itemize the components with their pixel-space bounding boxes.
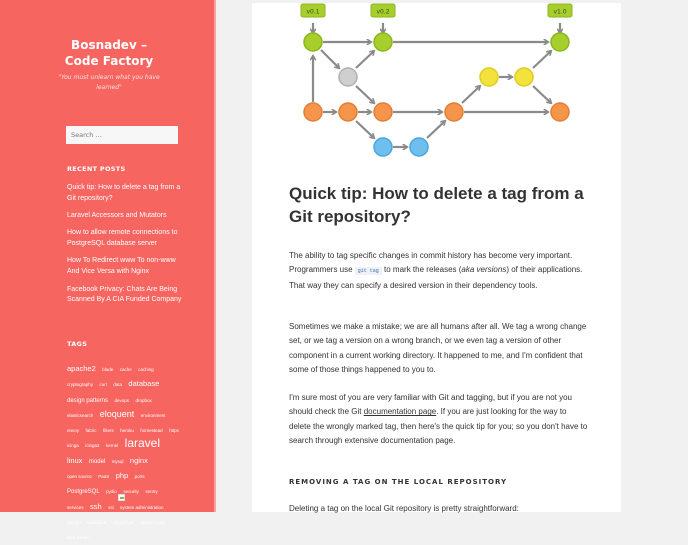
recent-post-item[interactable]	[67, 256, 185, 278]
post-paragraph-1: The ability to tag specific changes in commit history has become very important. Programmers use git tag to mark the releases (aka versions) of their applications. That way they can specify a desired version in their dependency tools.	[289, 251, 583, 290]
tag-link[interactable]: icinga	[67, 443, 79, 449]
recent-post-item[interactable]	[67, 285, 185, 307]
site-title[interactable]: Bosnadev – Code Factory	[64, 38, 154, 68]
tag-link[interactable]: nginx	[129, 455, 148, 465]
recent-post-link[interactable]: Laravel Accessors and Mutators	[67, 212, 167, 220]
tag-link[interactable]: icinga2	[85, 443, 100, 449]
site-branding	[56, 37, 162, 93]
broken-image-icon	[118, 494, 125, 501]
git-branch-diagram	[252, 3, 621, 173]
tag-link[interactable]: model	[88, 458, 106, 465]
tag-link[interactable]: ssl	[108, 504, 114, 510]
tag-cloud	[67, 361, 181, 545]
documentation-link[interactable]: documentation page	[363, 407, 437, 417]
tag-link[interactable]: data	[113, 382, 122, 388]
recent-post-item[interactable]	[67, 211, 185, 222]
tag-link[interactable]: system administration	[120, 504, 164, 510]
tag-link[interactable]: PaaS	[98, 474, 110, 480]
tag-link[interactable]: virtual hosts	[140, 519, 165, 525]
tag-link[interactable]: caching	[138, 367, 154, 372]
tag-link[interactable]: PostgreSQL	[67, 489, 100, 496]
tag-link[interactable]: php	[115, 471, 129, 481]
post-paragraph-3: I'm sure most of you are very familiar with Git and tagging, but if you are not you should check the Git documentation page. If you are just looking for the way to delete the wrongly marked tag, then here's the quick tip for you; so you don't have to search through extensive documentation page.	[289, 393, 588, 445]
tag-link[interactable]: cryptography	[67, 382, 94, 388]
site-tagline: "You must unlearn what you have learned"	[58, 74, 160, 91]
svg-text:v1.0: v1.0	[553, 8, 567, 16]
tag-link[interactable]: https	[169, 428, 179, 434]
post-article	[252, 3, 621, 512]
tag-link[interactable]: curl	[99, 382, 107, 388]
tag-link[interactable]: eloquent	[99, 408, 135, 419]
tag-link[interactable]: dropbox	[135, 397, 152, 403]
tag-link[interactable]: open source	[67, 474, 92, 480]
tag-link[interactable]: services	[67, 504, 84, 510]
tag-link[interactable]: mysql	[111, 458, 124, 464]
tag-link[interactable]: virtual host	[112, 519, 135, 525]
tag-link[interactable]: cache	[119, 367, 132, 372]
tag-link[interactable]: fabric	[85, 428, 97, 434]
post-title: Quick tip: How to delete a tag from a Git repository?	[289, 184, 584, 226]
tag-link[interactable]: heroku	[120, 428, 134, 434]
recent-post-link[interactable]: How To Redirect www To non-www And Vice Versa with Nginx	[67, 257, 176, 276]
tag-link[interactable]: validation	[87, 519, 107, 525]
recent-post-link[interactable]: How to allow remote connections to PostgreSQL database server	[67, 229, 178, 248]
recent-posts-list	[67, 183, 185, 313]
inline-code: git tag	[355, 267, 382, 275]
tag-link[interactable]: environment	[140, 412, 166, 418]
recent-posts-heading: RECENT POSTS	[67, 165, 126, 173]
tag-link[interactable]: kernel	[105, 443, 119, 449]
recent-post-link[interactable]: Quick tip: How to delete a tag from a Git repository?	[67, 184, 181, 202]
tag-link[interactable]: ports	[134, 474, 145, 480]
recent-post-link[interactable]: Facebook Privacy: Chats Are Being Scanned By A CIA Funded Company	[67, 285, 182, 304]
tag-link[interactable]: envoy	[67, 428, 80, 434]
tag-link[interactable]: devops	[114, 397, 129, 403]
search-input[interactable]	[66, 126, 178, 144]
tag-labels	[301, 4, 572, 17]
recent-post-item[interactable]	[67, 183, 185, 205]
tag-link[interactable]: pydio	[106, 489, 117, 495]
svg-text:v0.2: v0.2	[376, 8, 390, 16]
tags-heading: TAGS	[67, 340, 88, 348]
tag-link[interactable]: security	[123, 489, 139, 495]
tag-link[interactable]: elasticsearch	[67, 412, 94, 418]
tag-link[interactable]: linux	[67, 455, 83, 465]
tag-link[interactable]: apache2	[67, 364, 96, 373]
tag-link[interactable]: homestead	[140, 428, 163, 434]
section-heading: REMOVING A TAG ON THE LOCAL REPOSITORY	[289, 478, 508, 486]
tag-link[interactable]: database	[128, 379, 160, 389]
svg-text:v0.1: v0.1	[306, 8, 320, 16]
tag-link[interactable]: web server	[67, 535, 90, 541]
sidebar	[0, 0, 214, 541]
post-paragraph-4: Deleting a tag on the local Git repository is pretty straightforward:	[289, 504, 519, 513]
tag-link[interactable]: design patterns	[67, 397, 109, 404]
tag-link[interactable]: filters	[102, 428, 114, 434]
tag-link[interactable]: laravel	[124, 436, 161, 451]
sidebar-edge	[214, 0, 216, 512]
tag-link[interactable]: ubuntu	[67, 519, 81, 525]
tag-link[interactable]: blade	[102, 367, 114, 372]
tag-link[interactable]: sentry	[145, 489, 158, 495]
post-paragraph-2: Sometimes we make a mistake; we are all humans after all. We tag a wrong change set, or we tag a version on a wrong branch, or we even tag a version of other component in a current working directory. It happened to me, and I'm confident that some of those things happened to you to.	[289, 322, 587, 374]
recent-post-item[interactable]	[67, 228, 185, 250]
tag-link[interactable]: ssh	[89, 501, 102, 511]
